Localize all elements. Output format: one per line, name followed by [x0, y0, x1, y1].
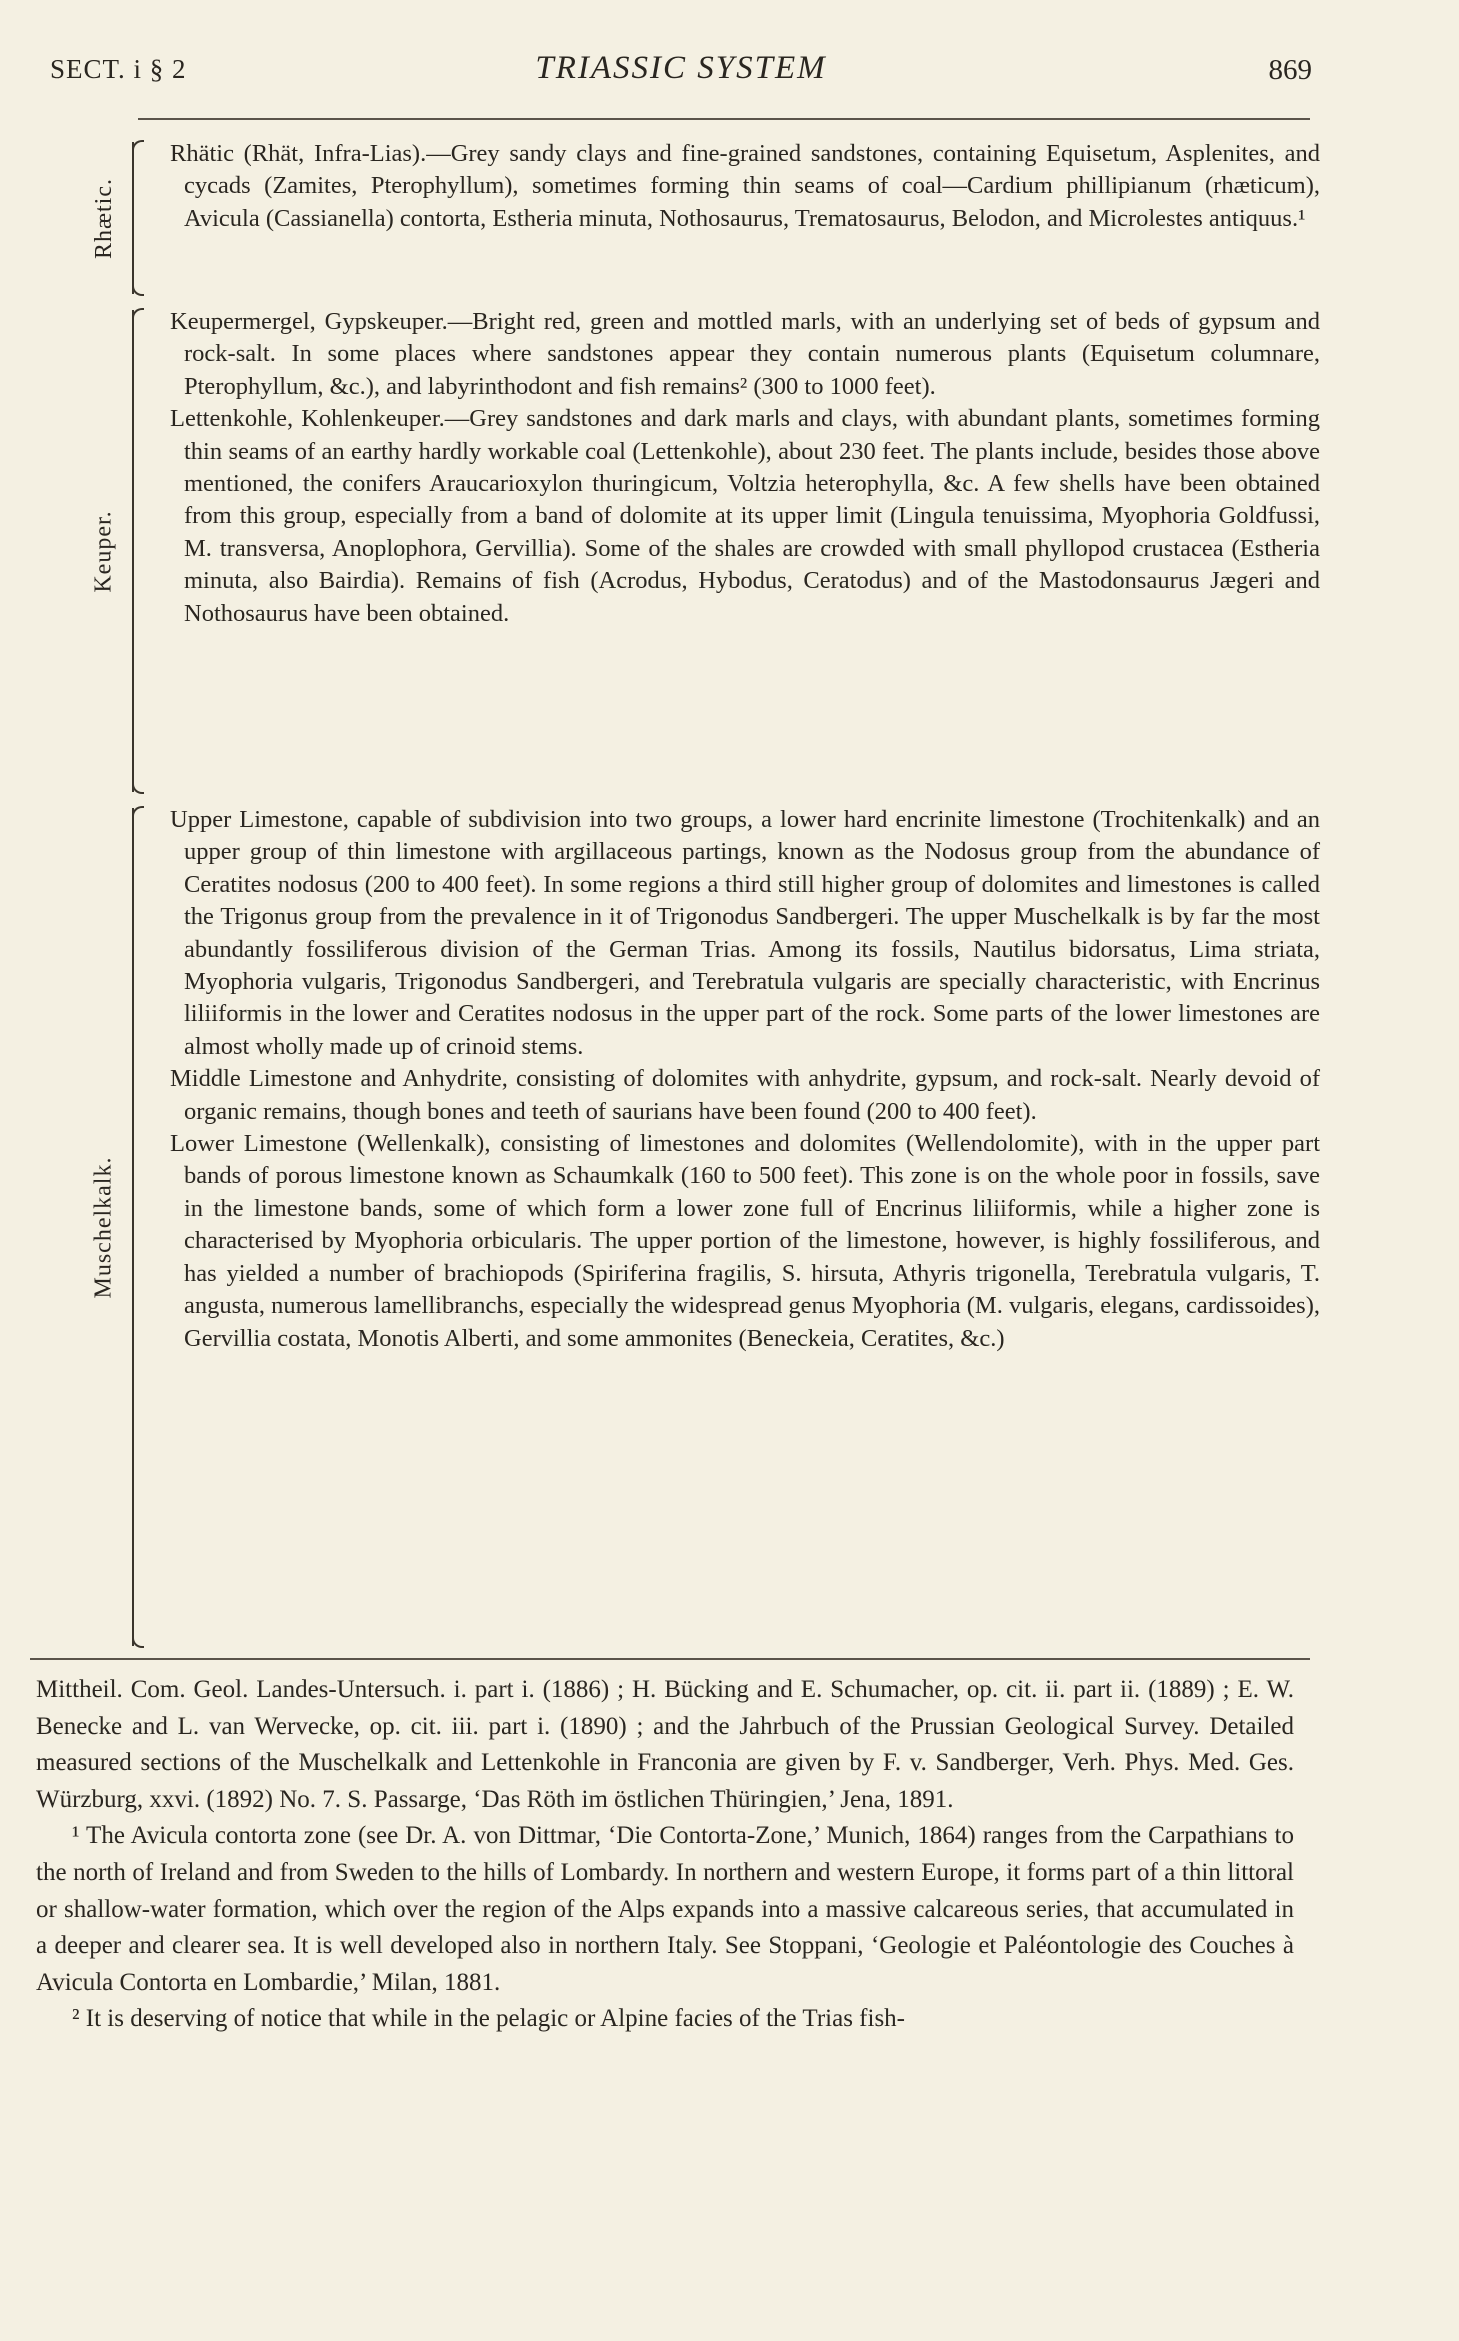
- running-head: [50, 46, 1312, 96]
- page-number: 869: [1268, 54, 1312, 86]
- group-label: Muschelkalk.: [90, 1156, 117, 1298]
- group-brace: [132, 310, 148, 792]
- stratum-paragraph: Rhätic (Rhät, Infra-Lias).—Grey sandy clays and fine-grained sandstones, containing Equisetum, Asplenites, and cycads (Zamites, Pterophyllum), sometimes forming thin seams of coal—Cardium phillipianum (rhæticum), Avicula (Cassianella) contorta, Estheria minuta, Nothosaurus, Trematosaurus, Belodon, and Microlestes antiquus.¹: [170, 140, 1320, 232]
- footnote-continuation: Mittheil. Com. Geol. Landes-Untersuch. i. part i. (1886) ; H. Bücking and E. Schumacher, op. cit. ii. part ii. (1889) ; E. W. Benecke and L. van Wervecke, op. cit. iii. part i. (1890) ; and the Jahrbuch of the Prussian Geological Survey. Detailed measured sections of the Muschelkalk and Lettenkohle in Franconia are given by F. v. Sandberger, Verh. Phys. Med. Ges. Würzburg, xxvi. (1892) No. 7. S. Passarge, ‘Das Röth im östlichen Thüringien,’ Jena, 1891.: [36, 1676, 1294, 1813]
- footnotes: [36, 1672, 1294, 2038]
- group-text: [170, 804, 1320, 1355]
- stratum-paragraph: Lower Limestone (Wellenkalk), consisting of limestones and dolomites (Wellendolomite), with in the upper part bands of porous limestone known as Schaumkalk (160 to 500 feet). This zone is on the whole poor in fossils, save in the limestone bands, some of which form a lower zone full of Encrinus liliiformis, while a higher zone is characterised by Myophoria orbicularis. The upper portion of the limestone, however, is highly fossiliferous, and has yielded a number of brachiopods (Spiriferina fragilis, S. hirsuta, Athyris trigonella, Terebratula vulgaris, T. angusta, numerous lamellibranchs, especially the widespread genus Myophoria (M. vulgaris, elegans, cardissoides), Gervillia costata, Monotis Alberti, and some ammonites (Beneckeia, Ceratites, &c.): [170, 1130, 1320, 1352]
- stratum-paragraph: Keupermergel, Gypskeuper.—Bright red, green and mottled marls, with an underlying set of beds of gypsum and rock-salt. In some places where sandstones appear they contain numerous plants (Equisetum columnare, Pterophyllum, &c.), and labyrinthodont and fish remains² (300 to 1000 feet).: [170, 308, 1320, 400]
- group-brace: [132, 142, 148, 294]
- group-brace: [132, 808, 148, 1646]
- footnote: ¹ The Avicula contorta zone (see Dr. A. von Dittmar, ‘Die Contorta-Zone,’ Munich, 1864) ranges from the Carpathians to the north of Ireland and from Sweden to the hills of Lombardy. In northern and western Europe, it forms part of a thin littoral or shallow-water formation, which over the region of the Alps expands into a massive calcareous series, that accumulated in a deeper and clearer sea. It is well developed also in northern Italy. See Stoppani, ‘Geologie et Paléontologie des Couches à Avicula Contorta en Lombardie,’ Milan, 1881.: [36, 1822, 1294, 1996]
- group-label: Rhætic.: [90, 177, 117, 259]
- section-reference: SECT. i § 2: [50, 54, 187, 84]
- group-text: [170, 138, 1320, 235]
- footnote: ² It is deserving of notice that while in the pelagic or Alpine facies of the Trias fish-: [72, 2005, 905, 2033]
- stratum-paragraph: Middle Limestone and Anhydrite, consisting of dolomites with anhydrite, gypsum, and rock-salt. Nearly devoid of organic remains, though bones and teeth of saurians have been found (200 to 400 feet).: [170, 1065, 1320, 1125]
- group-label: Keuper.: [90, 509, 117, 593]
- stratum-paragraph: Upper Limestone, capable of subdivision into two groups, a lower hard encrinite limestone (Trochitenkalk) and an upper group of thin limestone with argillaceous partings, known as the Nodosus group from the abundance of Ceratites nodosus (200 to 400 feet). In some regions a third still higher group of dolomites and limestones is called the Trigonus group from the prevalence in it of Trigonodus Sandbergeri. The upper Muschelkalk is by far the most abundantly fossiliferous division of the German Trias. Among its fossils, Nautilus bidorsatus, Lima striata, Myophoria vulgaris, Trigonodus Sandbergeri, and Terebratula vulgaris are specially characteristic, with Encrinus liliiformis in the lower and Ceratites nodosus in the upper part of the rock. Some parts of the lower limestones are almost wholly made up of crinoid stems.: [170, 806, 1320, 1060]
- header-rule: [138, 118, 1310, 120]
- stratum-paragraph: Lettenkohle, Kohlenkeuper.—Grey sandstones and dark marls and clays, with abundant plants, sometimes forming thin seams of an earthy hardly workable coal (Lettenkohle), about 230 feet. The plants include, besides those above mentioned, the conifers Araucarioxylon thuringicum, Voltzia heterophylla, &c. A few shells have been obtained from this group, especially from a band of dolomite at its upper limit (Lingula tenuissima, Myophoria Goldfussi, M. transversa, Anoplophora, Gervillia). Some of the shales are crowded with small phyllopod crustacea (Estheria minuta, also Bairdia). Remains of fish (Acrodus, Hybodus, Ceratodus) and of the Mastodonsaurus Jægeri and Nothosaurus have been obtained.: [170, 405, 1320, 627]
- footnote-rule: [30, 1658, 1310, 1660]
- group-text: [170, 306, 1320, 630]
- chapter-title: TRIASSIC SYSTEM: [535, 50, 827, 86]
